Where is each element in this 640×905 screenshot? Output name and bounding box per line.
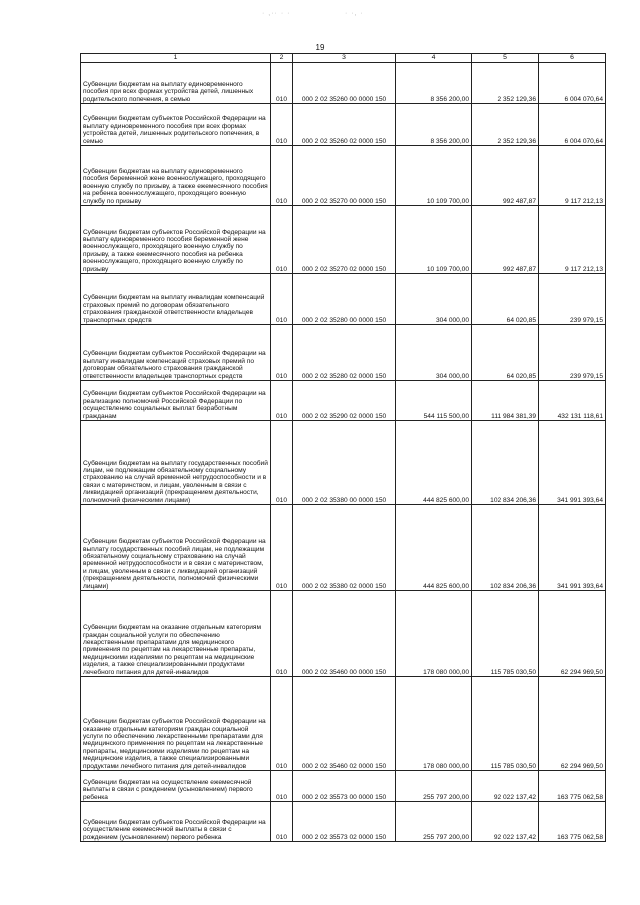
row-kbk: 000 2 02 35270 02 0000 150 [293, 206, 396, 274]
row-rest: 163 775 062,58 [539, 771, 606, 802]
row-fact: 992 487,87 [472, 146, 539, 206]
row-rest: 62 294 969,50 [539, 591, 606, 677]
row-kbk: 000 2 02 35280 02 0000 150 [293, 325, 396, 381]
row-code: 010 [271, 274, 293, 325]
row-plan: 8 356 200,00 [396, 63, 472, 104]
row-fact: 115 785 030,50 [472, 677, 539, 771]
row-code: 010 [271, 421, 293, 505]
row-rest: 432 131 118,61 [539, 381, 606, 421]
row-plan: 255 797 200,00 [396, 771, 472, 802]
row-kbk: 000 2 02 35380 00 0000 150 [293, 421, 396, 505]
row-name: Субвенции бюджетам субъектов Российской Федерации на выплату инвалидам компенсаций страховых премий по договорам обязательного страхования гражданской ответственности владельцев транспортных средств [81, 325, 271, 381]
table-row [81, 325, 606, 381]
row-rest: 6 004 070,64 [539, 104, 606, 146]
row-fact: 992 487,87 [472, 206, 539, 274]
table-row [81, 421, 606, 505]
row-rest: 62 294 969,50 [539, 677, 606, 771]
row-plan: 444 825 600,00 [396, 421, 472, 505]
row-name: Субвенции бюджетам на осуществление ежемесячной выплаты в связи с рождением (усыновлением) первого ребенка [81, 771, 271, 802]
row-name: Субвенции бюджетам на оказание отдельным категориям граждан социальной услуги по обеспечению лекарственными препаратами для медицинского применения по рецептам на лекарственные препараты, медицинскими изделиями по рецептам на медицинские изделия, а также специализированными продуктами лечебного питания для детей-инвалидов [81, 591, 271, 677]
row-name: Субвенции бюджетам субъектов Российской Федерации на выплату единовременного пособия при всех формах устройства детей, лишенных родительского попечения, в семью [81, 104, 271, 146]
row-code: 010 [271, 591, 293, 677]
budget-table [80, 53, 606, 842]
col-header-2: 2 [271, 54, 293, 63]
row-fact: 2 352 129,36 [472, 63, 539, 104]
row-rest: 239 979,15 [539, 274, 606, 325]
row-kbk: 000 2 02 35290 02 0000 150 [293, 381, 396, 421]
table-row [81, 146, 606, 206]
row-rest: 6 004 070,64 [539, 63, 606, 104]
row-fact: 111 984 381,39 [472, 381, 539, 421]
row-plan: 10 109 700,00 [396, 146, 472, 206]
row-rest: 9 117 212,13 [539, 206, 606, 274]
row-code: 010 [271, 146, 293, 206]
col-header-1: 1 [81, 54, 271, 63]
row-name: Субвенции бюджетам на выплату единовременного пособия при всех формах устройства детей, лишенных родительского попечения, в семью [81, 63, 271, 104]
row-code: 010 [271, 63, 293, 104]
row-plan: 10 109 700,00 [396, 206, 472, 274]
row-kbk: 000 2 02 35380 02 0000 150 [293, 505, 396, 591]
row-kbk: 000 2 02 35573 02 0000 150 [293, 802, 396, 842]
row-plan: 178 080 000,00 [396, 677, 472, 771]
row-name: Субвенции бюджетам субъектов Российской Федерации на выплату государственных пособий лицам, не подлежащим обязательному социальному страхованию на случай временной нетрудоспособности и в связи с материнством, и лицам, уволенным в связи с ликвидацией организаций (прекращением деятельности, полномочий физическими лицами) [81, 505, 271, 591]
row-rest: 341 991 393,64 [539, 421, 606, 505]
row-fact: 115 785 030,50 [472, 591, 539, 677]
row-code: 010 [271, 206, 293, 274]
page-number: 19 [315, 43, 325, 52]
row-fact: 64 020,85 [472, 274, 539, 325]
row-rest: 9 117 212,13 [539, 146, 606, 206]
row-kbk: 000 2 02 35460 02 0000 150 [293, 677, 396, 771]
row-plan: 444 825 600,00 [396, 505, 472, 591]
row-kbk: 000 2 02 35270 00 0000 150 [293, 146, 396, 206]
table-row [81, 802, 606, 842]
row-fact: 2 352 129,36 [472, 104, 539, 146]
row-fact: 64 020,85 [472, 325, 539, 381]
row-kbk: 000 2 02 35260 02 0000 150 [293, 104, 396, 146]
row-kbk: 000 2 02 35573 00 0000 150 [293, 771, 396, 802]
row-code: 010 [271, 104, 293, 146]
table-row [81, 104, 606, 146]
col-header-3: 3 [293, 54, 396, 63]
row-code: 010 [271, 802, 293, 842]
row-name: Субвенции бюджетам на выплату государственных пособий лицам, не подлежащим обязательному социальному страхованию на случай временной нетрудоспособности и в связи с материнством, и лицам, уволенным в связи с ликвидацией организаций (прекращением деятельности, полномочий физическими лицами) [81, 421, 271, 505]
header-row [81, 54, 606, 63]
row-fact: 102 834 206,36 [472, 505, 539, 591]
table-row [81, 206, 606, 274]
row-code: 010 [271, 677, 293, 771]
row-plan: 255 797 200,00 [396, 802, 472, 842]
row-kbk: 000 2 02 35460 00 0000 150 [293, 591, 396, 677]
scan-noise-right: · ·, · [345, 10, 364, 17]
table-row [81, 591, 606, 677]
row-rest: 341 991 393,64 [539, 505, 606, 591]
table-row [81, 677, 606, 771]
col-header-4: 4 [396, 54, 472, 63]
row-code: 010 [271, 381, 293, 421]
table-row [81, 381, 606, 421]
table-row [81, 505, 606, 591]
col-header-5: 5 [472, 54, 539, 63]
row-name: Субвенции бюджетам на выплату единовременного пособия беременной жене военнослужащего, проходящего военную службу по призыву, а также ежемесячного пособия на ребенка военнослужащего, проходящего военную службу по призыву [81, 146, 271, 206]
row-kbk: 000 2 02 35260 00 0000 150 [293, 63, 396, 104]
row-name: Субвенции бюджетам субъектов Российской Федерации на осуществление ежемесячной выплаты в связи с рождением (усыновлением) первого ребенка [81, 802, 271, 842]
table-row [81, 63, 606, 104]
row-plan: 304 000,00 [396, 325, 472, 381]
row-fact: 92 022 137,42 [472, 771, 539, 802]
row-name: Субвенции бюджетам субъектов Российской Федерации на оказание отдельным категориям граждан социальной услуги по обеспечению лекарственными препаратами для медицинского применения по рецептам на лекарственные препараты, медицинскими изделиями по рецептам на медицинские изделия, а также специализированными продуктами лечебного питания для детей-инвалидов [81, 677, 271, 771]
row-code: 010 [271, 771, 293, 802]
row-plan: 544 115 500,00 [396, 381, 472, 421]
col-header-6: 6 [539, 54, 606, 63]
row-kbk: 000 2 02 35280 00 0000 150 [293, 274, 396, 325]
row-name: Субвенции бюджетам субъектов Российской Федерации на реализацию полномочий Российской Федерации по осуществлению социальных выплат безработным гражданам [81, 381, 271, 421]
table-row [81, 771, 606, 802]
row-rest: 163 775 062,58 [539, 802, 606, 842]
scan-noise-left: · ,·· · · [262, 10, 291, 17]
row-rest: 239 979,15 [539, 325, 606, 381]
row-plan: 8 356 200,00 [396, 104, 472, 146]
table-row [81, 274, 606, 325]
row-name: Субвенции бюджетам субъектов Российской Федерации на выплату единовременного пособия беременной жене военнослужащего, проходящего военную службу по призыву, а также ежемесячного пособия на ребенка военнослужащего, проходящего военную службу по призыву [81, 206, 271, 274]
row-plan: 178 080 000,00 [396, 591, 472, 677]
row-code: 010 [271, 505, 293, 591]
row-fact: 92 022 137,42 [472, 802, 539, 842]
row-name: Субвенции бюджетам на выплату инвалидам компенсаций страховых премий по договорам обязательного страхования гражданской ответственности владельцев транспортных средств [81, 274, 271, 325]
row-plan: 304 000,00 [396, 274, 472, 325]
row-code: 010 [271, 325, 293, 381]
row-fact: 102 834 206,36 [472, 421, 539, 505]
